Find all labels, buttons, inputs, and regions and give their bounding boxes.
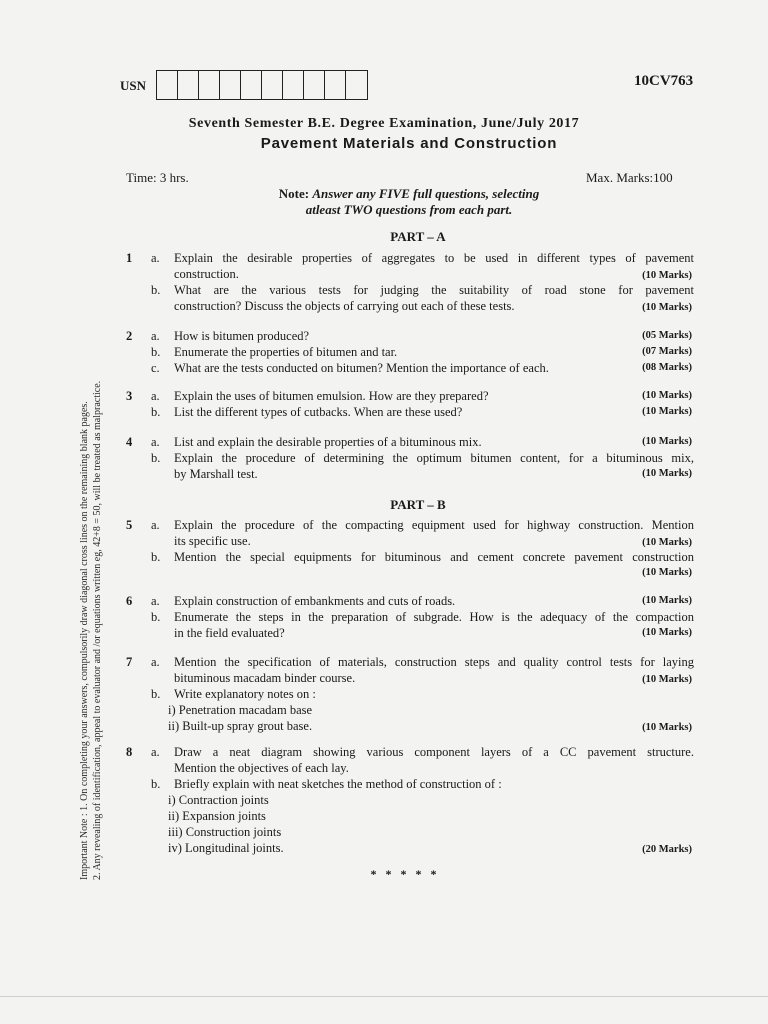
subject-code: 10CV763 <box>634 73 694 89</box>
question-text: Mention the objectives of each lay. <box>174 761 349 775</box>
question-text: What are the tests conducted on bitumen? Mention the importance of each. <box>174 361 549 375</box>
page-bottom-edge <box>0 996 768 997</box>
marks-label: (10 Marks) <box>642 722 692 733</box>
subpart-label: b. <box>151 777 161 791</box>
marks-label: (10 Marks) <box>642 302 692 313</box>
subpart-label: a. <box>151 389 160 403</box>
marks-label: (10 Marks) <box>642 406 692 417</box>
marks-label: (10 Marks) <box>642 390 692 401</box>
question-text: Mention the specification of materials, construction steps and quality control tests for laying <box>174 655 694 669</box>
question-number: 7 <box>126 655 133 669</box>
usn-box <box>199 71 220 99</box>
question-text: construction? Discuss the objects of carrying out each of these tests. <box>174 299 515 313</box>
note-line-2: atleast TWO questions from each part. <box>305 202 513 217</box>
question-text: List and explain the desirable properties of a bituminous mix. <box>174 435 482 449</box>
question-4 <box>0 434 768 482</box>
marks-label: (10 Marks) <box>642 595 692 606</box>
question-text: Explain the procedure of determining the optimum bitumen content, for a bituminous mix, <box>174 451 694 465</box>
usn-entry-boxes <box>156 70 368 100</box>
question-text: Explain the procedure of the compacting equipment used for highway construction. Mention <box>174 518 694 532</box>
marks-label: (10 Marks) <box>642 567 692 578</box>
subpart-label: b. <box>151 405 161 419</box>
question-number: 5 <box>126 518 133 532</box>
usn-box <box>241 71 262 99</box>
end-of-paper-marker: * * * * * <box>370 867 440 881</box>
question-6 <box>0 593 768 641</box>
part-a-heading: PART – A <box>390 229 446 244</box>
question-text: Draw a neat diagram showing various component layers of a CC pavement structure. <box>174 745 694 759</box>
important-note-line-1: Important Note : 1. On completing your answers, compulsorily draw diagonal cross lines on the remaining blank pages. <box>79 401 90 880</box>
usn-box <box>178 71 199 99</box>
time-allowed: Time: 3 hrs. <box>126 170 189 185</box>
marks-label: (07 Marks) <box>642 346 692 357</box>
question-text: Explain the desirable properties of aggregates to be used in different types of pavement <box>174 251 694 265</box>
max-marks: Max. Marks:100 <box>586 170 673 185</box>
question-3 <box>0 388 768 420</box>
subpart-label: b. <box>151 687 161 701</box>
question-text: Briefly explain with neat sketches the method of construction of : <box>174 777 502 791</box>
question-text: Write explanatory notes on : <box>174 687 316 701</box>
subpart-label: b. <box>151 283 161 297</box>
question-number: 2 <box>126 329 133 343</box>
question-number: 1 <box>126 251 133 265</box>
important-note-margin <box>78 381 104 880</box>
question-7 <box>0 654 768 734</box>
question-text: its specific use. <box>174 534 251 548</box>
marks-label: (08 Marks) <box>642 362 692 373</box>
question-text: ii) Built-up spray grout base. <box>168 719 313 733</box>
subpart-label: a. <box>151 655 160 669</box>
subpart-label: b. <box>151 345 161 359</box>
question-2 <box>0 328 768 376</box>
question-text: Explain the uses of bitumen emulsion. How are they prepared? <box>174 389 489 403</box>
usn-box <box>262 71 283 99</box>
usn-box <box>283 71 304 99</box>
important-note-line-2: 2. Any revealing of identification, appeal to evaluator and /or equations written eg, 42+8 = 50, will be treated as malpractice. <box>92 380 103 880</box>
usn-box <box>157 71 178 99</box>
question-number: 8 <box>126 745 133 759</box>
question-text: construction. <box>174 267 239 281</box>
question-text: What are the various tests for judging the suitability of road stone for pavement <box>174 283 694 297</box>
question-text: bituminous macadam binder course. <box>174 671 356 685</box>
question-text: Explain construction of embankments and cuts of roads. <box>174 594 456 608</box>
question-text: iii) Construction joints <box>168 825 282 839</box>
usn-box <box>346 71 367 99</box>
question-text: Mention the special equipments for bituminous and cement concrete pavement construction <box>174 550 694 564</box>
usn-box <box>220 71 241 99</box>
question-number: 6 <box>126 594 133 608</box>
usn-box <box>325 71 346 99</box>
subpart-label: a. <box>151 594 160 608</box>
subpart-label: b. <box>151 451 161 465</box>
subpart-label: a. <box>151 251 160 265</box>
subpart-label: a. <box>151 745 160 759</box>
note-label: Note: <box>278 186 310 201</box>
question-text: ii) Expansion joints <box>168 809 266 823</box>
instructions-note <box>0 186 768 218</box>
part-b-heading: PART – B <box>390 497 446 512</box>
marks-label: (10 Marks) <box>642 468 692 479</box>
question-text: How is bitumen produced? <box>174 329 310 343</box>
question-text: List the different types of cutbacks. When are these used? <box>174 405 463 419</box>
usn-box <box>304 71 325 99</box>
marks-label: (10 Marks) <box>642 627 692 638</box>
question-text: Enumerate the steps in the preparation of subgrade. How is the adequacy of the compaction <box>174 610 694 624</box>
question-text: i) Penetration macadam base <box>168 703 313 717</box>
note-line-1: Answer any FIVE full questions, selecting <box>312 186 540 201</box>
marks-label: (05 Marks) <box>642 330 692 341</box>
question-text: Enumerate the properties of bitumen and tar. <box>174 345 398 359</box>
question-text: iv) Longitudinal joints. <box>168 841 284 855</box>
question-8 <box>0 744 768 856</box>
question-text: by Marshall test. <box>174 467 258 481</box>
question-number: 3 <box>126 389 133 403</box>
marks-label: (20 Marks) <box>642 844 692 855</box>
marks-label: (10 Marks) <box>642 436 692 447</box>
exam-title: Seventh Semester B.E. Degree Examination, June/July 2017 <box>188 116 580 131</box>
subpart-label: b. <box>151 610 161 624</box>
marks-label: (10 Marks) <box>642 270 692 281</box>
subpart-label: a. <box>151 329 160 343</box>
subpart-label: a. <box>151 435 160 449</box>
question-1 <box>0 250 768 314</box>
question-text: in the field evaluated? <box>174 626 285 640</box>
question-text: i) Contraction joints <box>168 793 269 807</box>
subject-title: Pavement Materials and Construction <box>260 135 558 152</box>
subpart-label: a. <box>151 518 160 532</box>
question-5 <box>0 517 768 581</box>
question-number: 4 <box>126 435 133 449</box>
subpart-label: c. <box>151 361 160 375</box>
usn-label: USN <box>120 78 147 93</box>
subpart-label: b. <box>151 550 161 564</box>
marks-label: (10 Marks) <box>642 674 692 685</box>
marks-label: (10 Marks) <box>642 537 692 548</box>
